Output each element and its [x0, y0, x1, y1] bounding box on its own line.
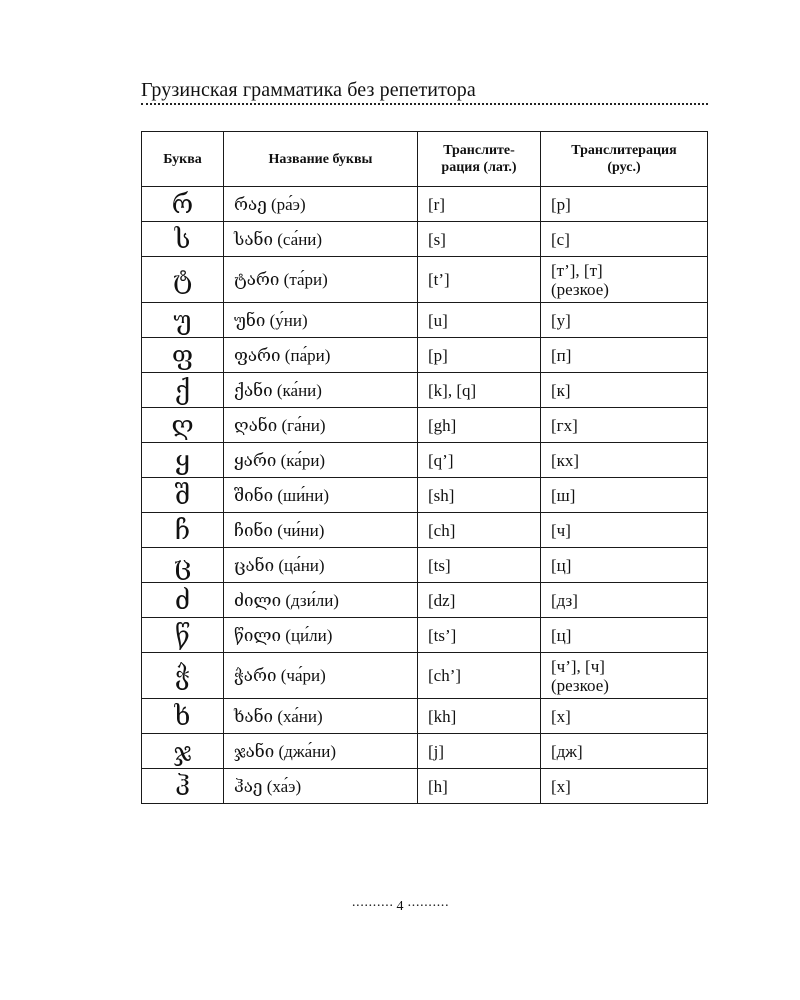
russian-translit-cell: [541, 618, 708, 653]
table-row: [142, 257, 708, 303]
russian-translit-cell: [541, 734, 708, 769]
russian-translit-value: [с]: [551, 229, 570, 249]
georgian-letter-cell: ღ: [142, 408, 224, 443]
russian-translit-value: [п]: [551, 345, 572, 365]
page-number: [0, 899, 800, 915]
russian-translit-value: [т’], [т]: [551, 260, 603, 280]
letter-name-cell: ყარი (ка́ри): [224, 443, 418, 478]
table-row: [142, 583, 708, 618]
column-header-latin-line2: рация (лат.): [441, 160, 517, 175]
georgian-alphabet-table: [141, 131, 708, 804]
russian-translit-cell: [541, 187, 708, 222]
table-row: [142, 373, 708, 408]
russian-translit-note: (резкое): [551, 675, 609, 695]
table-row: [142, 338, 708, 373]
russian-translit-cell: [541, 257, 708, 303]
table-row: [142, 513, 708, 548]
table-row: [142, 478, 708, 513]
latin-translit-cell: [h]: [418, 769, 541, 804]
russian-translit-cell: [541, 653, 708, 699]
georgian-letter-cell: რ: [142, 187, 224, 222]
letter-name-cell: ტარი (та́ри): [224, 257, 418, 303]
latin-translit-cell: [ch’]: [418, 653, 541, 699]
russian-translit-cell: [541, 769, 708, 804]
page-header-title: Грузинская грамматика без репетитора: [141, 79, 476, 101]
letter-name-cell: ჯანი (джа́ни): [224, 734, 418, 769]
latin-translit-cell: [q’]: [418, 443, 541, 478]
russian-translit-value: [ц]: [551, 625, 572, 645]
letter-name-cell: წილი (ци́ли): [224, 618, 418, 653]
table-row: [142, 769, 708, 804]
russian-translit-value: [ч]: [551, 520, 571, 540]
georgian-letter-cell: უ: [142, 303, 224, 338]
column-header-latin-line1: Транслите-: [443, 143, 515, 158]
russian-translit-cell: [541, 373, 708, 408]
table-row: [142, 734, 708, 769]
table-row: [142, 548, 708, 583]
column-header-latin: [418, 132, 541, 187]
russian-translit-cell: [541, 548, 708, 583]
page-number-dots-left: ··········: [351, 899, 393, 914]
table-header-row: [142, 132, 708, 187]
georgian-letter-cell: ჭ: [142, 653, 224, 699]
russian-translit-value: [к]: [551, 380, 571, 400]
table-row: [142, 653, 708, 699]
table-row: [142, 408, 708, 443]
russian-translit-cell: [541, 513, 708, 548]
russian-translit-value: [ц]: [551, 555, 572, 575]
georgian-letter-cell: ქ: [142, 373, 224, 408]
table-row: [142, 443, 708, 478]
russian-translit-cell: [541, 583, 708, 618]
latin-translit-cell: [j]: [418, 734, 541, 769]
latin-translit-cell: [k], [q]: [418, 373, 541, 408]
russian-translit-note: (резкое): [551, 279, 609, 299]
letter-name-cell: ხანი (ха́ни): [224, 699, 418, 734]
russian-translit-value: [кх]: [551, 450, 580, 470]
table-row: [142, 699, 708, 734]
russian-translit-cell: [541, 222, 708, 257]
letter-name-cell: ძილი (дзи́ли): [224, 583, 418, 618]
russian-translit-cell: [541, 408, 708, 443]
russian-translit-value: [дз]: [551, 590, 578, 610]
russian-translit-cell: [541, 338, 708, 373]
column-header-name: Название буквы: [224, 132, 418, 187]
letter-name-cell: შინი (ши́ни): [224, 478, 418, 513]
page-number-value: 4: [396, 899, 404, 914]
latin-translit-cell: [r]: [418, 187, 541, 222]
russian-translit-value: [р]: [551, 194, 571, 214]
georgian-letter-cell: ჯ: [142, 734, 224, 769]
letter-name-cell: ცანი (ца́ни): [224, 548, 418, 583]
russian-translit-value: [х]: [551, 706, 571, 726]
georgian-letter-cell: ჰ: [142, 769, 224, 804]
latin-translit-cell: [gh]: [418, 408, 541, 443]
latin-translit-cell: [sh]: [418, 478, 541, 513]
letter-name-cell: ღანი (га́ни): [224, 408, 418, 443]
georgian-letter-cell: ხ: [142, 699, 224, 734]
russian-translit-value: [х]: [551, 776, 571, 796]
russian-translit-cell: [541, 699, 708, 734]
letter-name-cell: ჰაე (ха́э): [224, 769, 418, 804]
letter-name-cell: უნი (у́ни): [224, 303, 418, 338]
column-header-russian-line1: Транслитерация: [571, 143, 677, 158]
latin-translit-cell: [kh]: [418, 699, 541, 734]
column-header-russian-line2: (рус.): [607, 160, 641, 175]
latin-translit-cell: [u]: [418, 303, 541, 338]
latin-translit-cell: [ch]: [418, 513, 541, 548]
table-row: [142, 618, 708, 653]
table-row: [142, 222, 708, 257]
table-row: [142, 187, 708, 222]
latin-translit-cell: [s]: [418, 222, 541, 257]
georgian-letter-cell: ძ: [142, 583, 224, 618]
latin-translit-cell: [p]: [418, 338, 541, 373]
georgian-letter-cell: წ: [142, 618, 224, 653]
page-number-dots-right: ··········: [407, 899, 449, 914]
russian-translit-value: [ч’], [ч]: [551, 656, 605, 676]
russian-translit-value: [дж]: [551, 741, 583, 761]
russian-translit-value: [гх]: [551, 415, 578, 435]
georgian-letter-cell: ტ: [142, 257, 224, 303]
letter-name-cell: ჩინი (чи́ни): [224, 513, 418, 548]
letter-name-cell: რაე (ра́э): [224, 187, 418, 222]
table-row: [142, 303, 708, 338]
letter-name-cell: ქანი (ка́ни): [224, 373, 418, 408]
header-dotted-rule: [141, 103, 708, 105]
russian-translit-cell: [541, 443, 708, 478]
latin-translit-cell: [ts’]: [418, 618, 541, 653]
letter-name-cell: სანი (са́ни): [224, 222, 418, 257]
georgian-letter-cell: შ: [142, 478, 224, 513]
georgian-letter-cell: ც: [142, 548, 224, 583]
russian-translit-cell: [541, 478, 708, 513]
letter-name-cell: ჭარი (ча́ри): [224, 653, 418, 699]
letter-name-cell: ფარი (па́ри): [224, 338, 418, 373]
russian-translit-cell: [541, 303, 708, 338]
russian-translit-value: [ш]: [551, 485, 576, 505]
russian-translit-value: [у]: [551, 310, 571, 330]
georgian-letter-cell: ჩ: [142, 513, 224, 548]
latin-translit-cell: [ts]: [418, 548, 541, 583]
georgian-letter-cell: ს: [142, 222, 224, 257]
latin-translit-cell: [t’]: [418, 257, 541, 303]
georgian-letter-cell: ყ: [142, 443, 224, 478]
georgian-letter-cell: ფ: [142, 338, 224, 373]
column-header-russian: [541, 132, 708, 187]
latin-translit-cell: [dz]: [418, 583, 541, 618]
column-header-letter: Буква: [142, 132, 224, 187]
